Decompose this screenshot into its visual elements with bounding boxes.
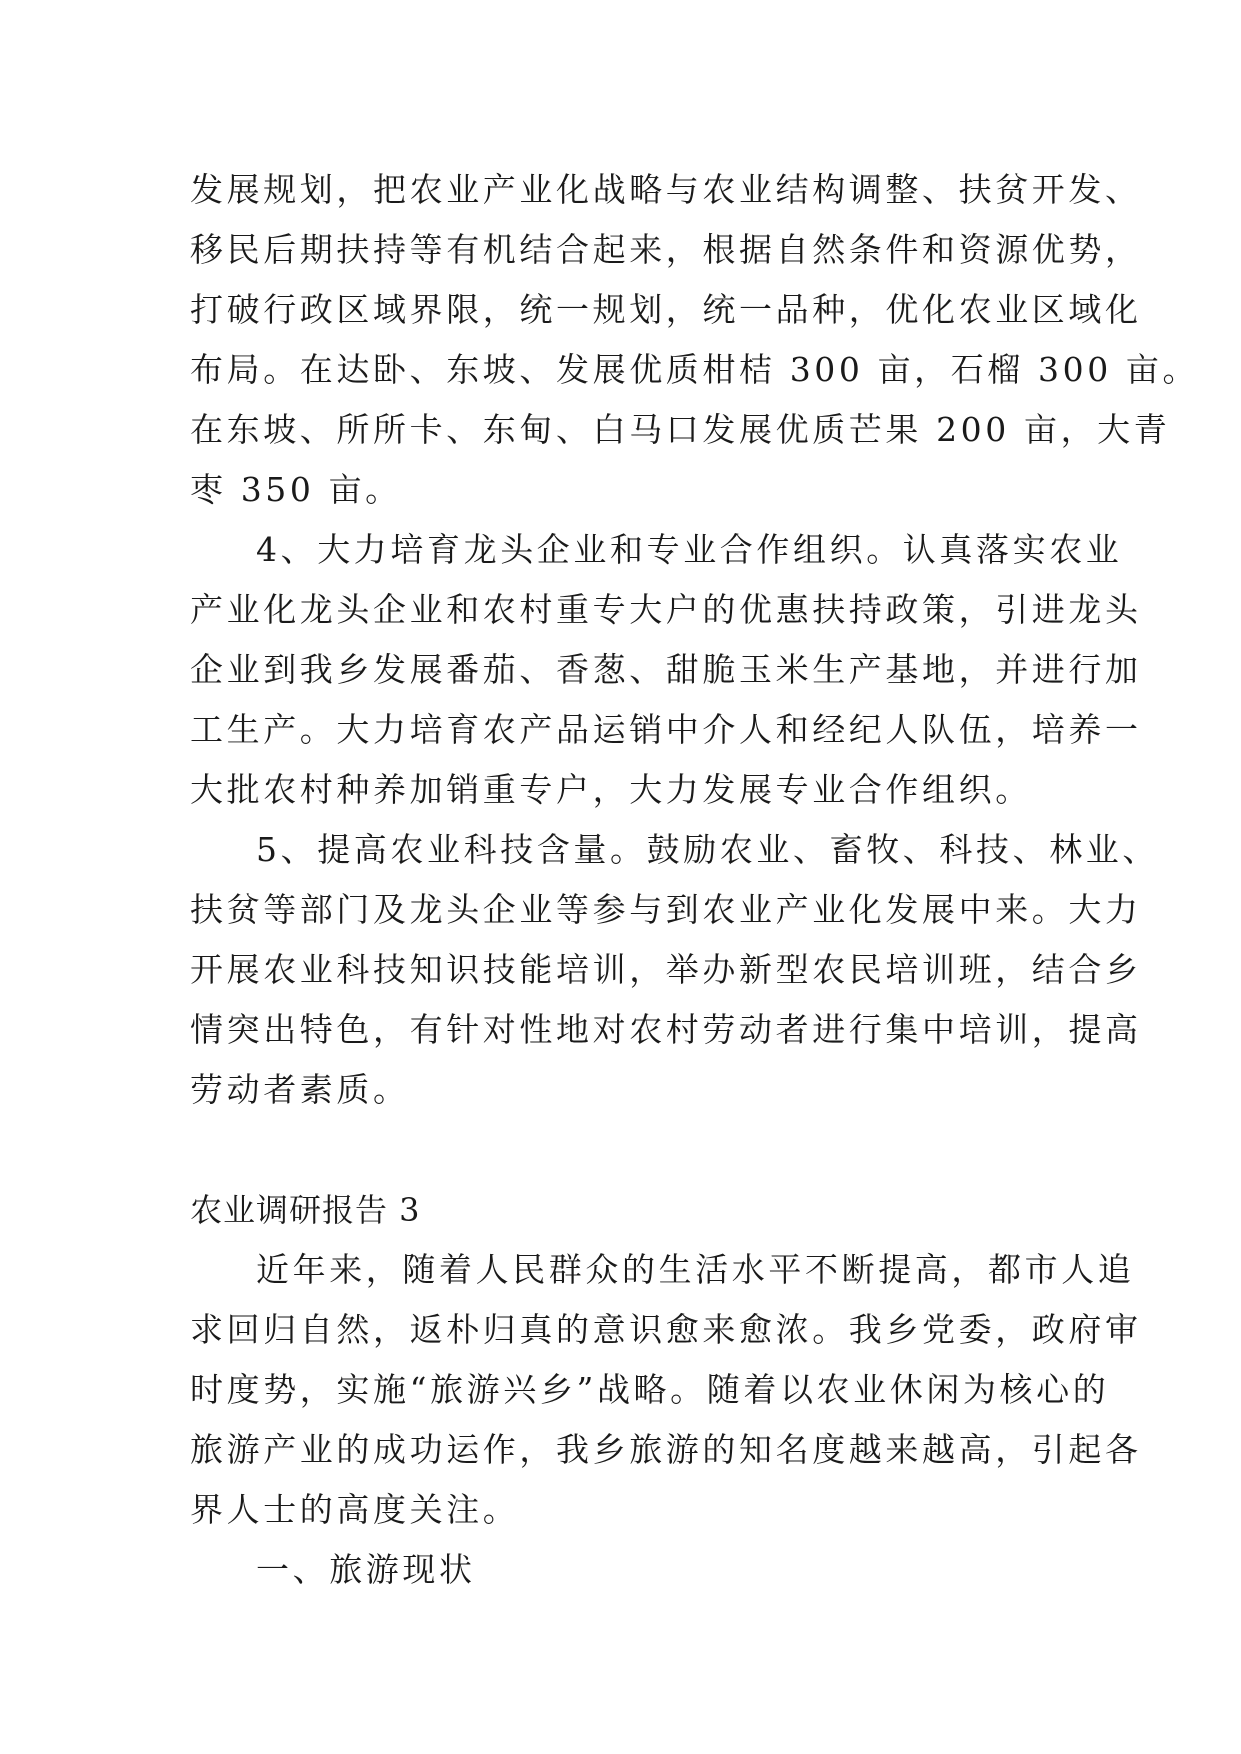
paragraph-2	[190, 520, 1142, 820]
text-line: 5、提高农业科技含量。鼓励农业、畜牧、科技、林业、	[256, 830, 1159, 869]
text-line: 企业到我乡发展番茄、香葱、甜脆玉米生产基地，并进行加	[190, 650, 1142, 689]
section-spacer	[190, 1120, 1070, 1180]
text-line: 打破行政区域界限，统一规划，统一品种，优化农业区域化	[190, 290, 1142, 329]
text-line: 发展规划，把农业产业化战略与农业结构调整、扶贫开发、	[190, 170, 1142, 209]
text-line: 情突出特色，有针对性地对农村劳动者进行集中培训，提高	[190, 1010, 1142, 1049]
text-line: 求回归自然，返朴归真的意识愈来愈浓。我乡党委，政府审	[190, 1310, 1142, 1349]
document-body	[190, 160, 1200, 1600]
text-line: 扶贫等部门及龙头企业等参与到农业产业化发展中来。大力	[190, 890, 1142, 929]
paragraph-1	[190, 160, 1200, 520]
text-line: 在东坡、所所卡、东甸、白马口发展优质芒果 200 亩，大青	[190, 410, 1171, 449]
text-line: 旅游产业的成功运作，我乡旅游的知名度越来越高，引起各	[190, 1430, 1142, 1469]
text-line: 劳动者素质。	[190, 1070, 410, 1109]
text-line: 布局。在达卧、东坡、发展优质柑桔 300 亩，石榴 300 亩。	[190, 350, 1200, 389]
text-line: 近年来，随着人民群众的生活水平不断提高，都市人追	[256, 1250, 1135, 1289]
text-line: 界人士的高度关注。	[190, 1490, 520, 1529]
subheading: 一、旅游现状	[256, 1550, 476, 1589]
text-line: 产业化龙头企业和农村重专大户的优惠扶持政策，引进龙头	[190, 590, 1142, 629]
text-line: 移民后期扶持等有机结合起来，根据自然条件和资源优势，	[190, 230, 1142, 269]
text-line: 开展农业科技知识技能培训，举办新型农民培训班，结合乡	[190, 950, 1142, 989]
text-line: 大批农村种养加销重专户，大力发展专业合作组织。	[190, 770, 1032, 809]
section-title: 农业调研报告 3	[190, 1191, 421, 1229]
text-line: 4、大力培育龙头企业和专业合作组织。认真落实农业	[256, 530, 1123, 569]
text-line: 时度势，实施“旅游兴乡”战略。随着以农业休闲为核心的	[190, 1370, 1110, 1409]
text-line: 工生产。大力培育农产品运销中介人和经纪人队伍，培养一	[190, 710, 1142, 749]
paragraph-4	[190, 1240, 1142, 1540]
paragraph-3	[190, 820, 1159, 1120]
text-line: 枣 350 亩。	[190, 470, 402, 509]
